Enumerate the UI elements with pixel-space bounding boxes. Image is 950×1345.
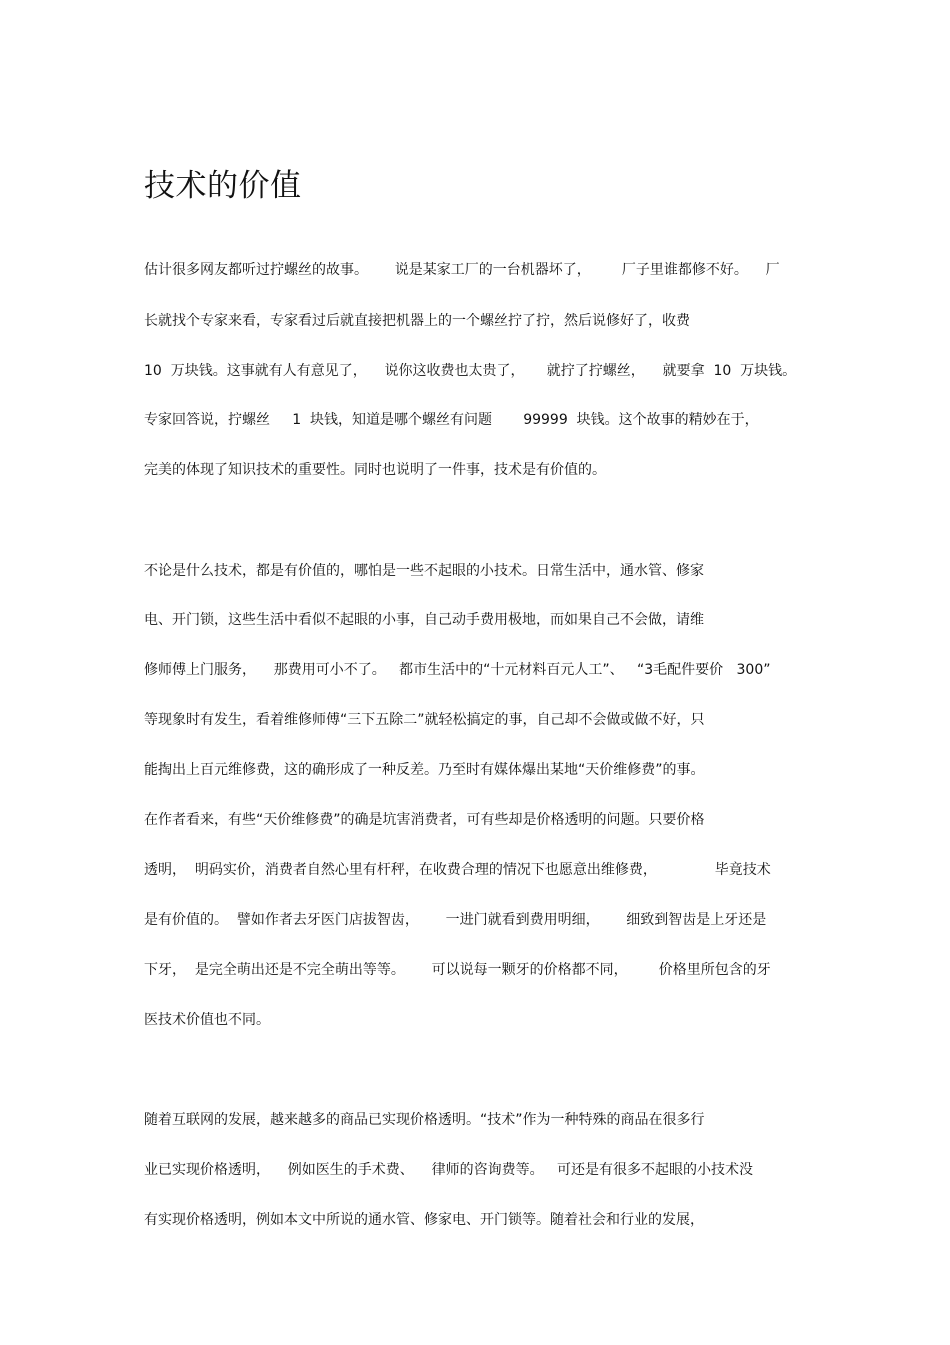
paragraph-2-line-7: 透明， 明码实价，消费者自然心里有杆秤，在收费合理的情况下也愿意出维修费， 毕竟技术 (144, 862, 771, 878)
paragraph-2-line-6: 在作者看来，有些“天价维修费”的确是坑害消费者，可有些却是价格透明的问题。只要价格 (144, 812, 705, 828)
paragraph-1-line-5: 完美的体现了知识技术的重要性。同时也说明了一件事，技术是有价值的。 (144, 462, 606, 478)
paragraph-2-line-1: 不论是什么技术，都是有价值的，哪怕是一些不起眼的小技术。日常生活中，通水管、修家 (144, 563, 704, 579)
paragraph-2-line-2: 电、开门锁，这些生活中看似不起眼的小事，自己动手费用极地，而如果自己不会做，请维 (144, 612, 704, 628)
paragraph-2-line-4: 等现象时有发生，看着维修师傅“三下五除二”就轻松搞定的事，自己却不会做或做不好，只 (144, 712, 705, 728)
paragraph-3-line-3: 有实现价格透明，例如本文中所说的通水管、修家电、开门锁等。随着社会和行业的发展， (144, 1212, 704, 1228)
paragraph-3-line-2: 业已实现价格透明， 例如医生的手术费、 律师的咨询费等。 可还是有很多不起眼的小技术没 (144, 1162, 753, 1178)
paragraph-1-line-2: 长就找个专家来看，专家看过后就直接把机器上的一个螺丝拧了拧，然后说修好了，收费 (144, 313, 690, 329)
paragraph-1-line-4: 专家回答说，拧螺丝 1 块钱，知道是哪个螺丝有问题 99999 块钱。这个故事的精妙在于， (144, 412, 759, 428)
paragraph-3-line-1: 随着互联网的发展，越来越多的商品已实现价格透明。“技术”作为一种特殊的商品在很多行 (144, 1112, 705, 1128)
paragraph-2-line-10: 医技术价值也不同。 (144, 1012, 270, 1028)
paragraph-2-line-9: 下牙， 是完全萌出还是不完全萌出等等。 可以说每一颗牙的价格都不同， 价格里所包含的牙 (144, 962, 771, 978)
paragraph-1-line-1: 估计很多网友都听过拧螺丝的故事。 说是某家工厂的一台机器坏了， 厂子里谁都修不好。 厂 (144, 262, 780, 278)
paragraph-2-line-3: 修师傅上门服务， 那费用可小不了。 都市生活中的“十元材料百元人工”、 “3毛配件要价 300” (144, 662, 771, 678)
paragraph-2-line-5: 能掏出上百元维修费，这的确形成了一种反差。乃至时有媒体爆出某地“天价维修费”的事。 (144, 762, 705, 778)
paragraph-2-line-8: 是有价值的。 譬如作者去牙医门店拔智齿， 一进门就看到费用明细， 细致到智齿是上牙还是 (144, 912, 767, 928)
paragraph-1-line-3: 10 万块钱。这事就有人有意见了， 说你这收费也太贵了， 就拧了拧螺丝， 就要拿 10 万块钱。 (144, 363, 797, 379)
document-title: 技术的价值 (144, 168, 302, 204)
